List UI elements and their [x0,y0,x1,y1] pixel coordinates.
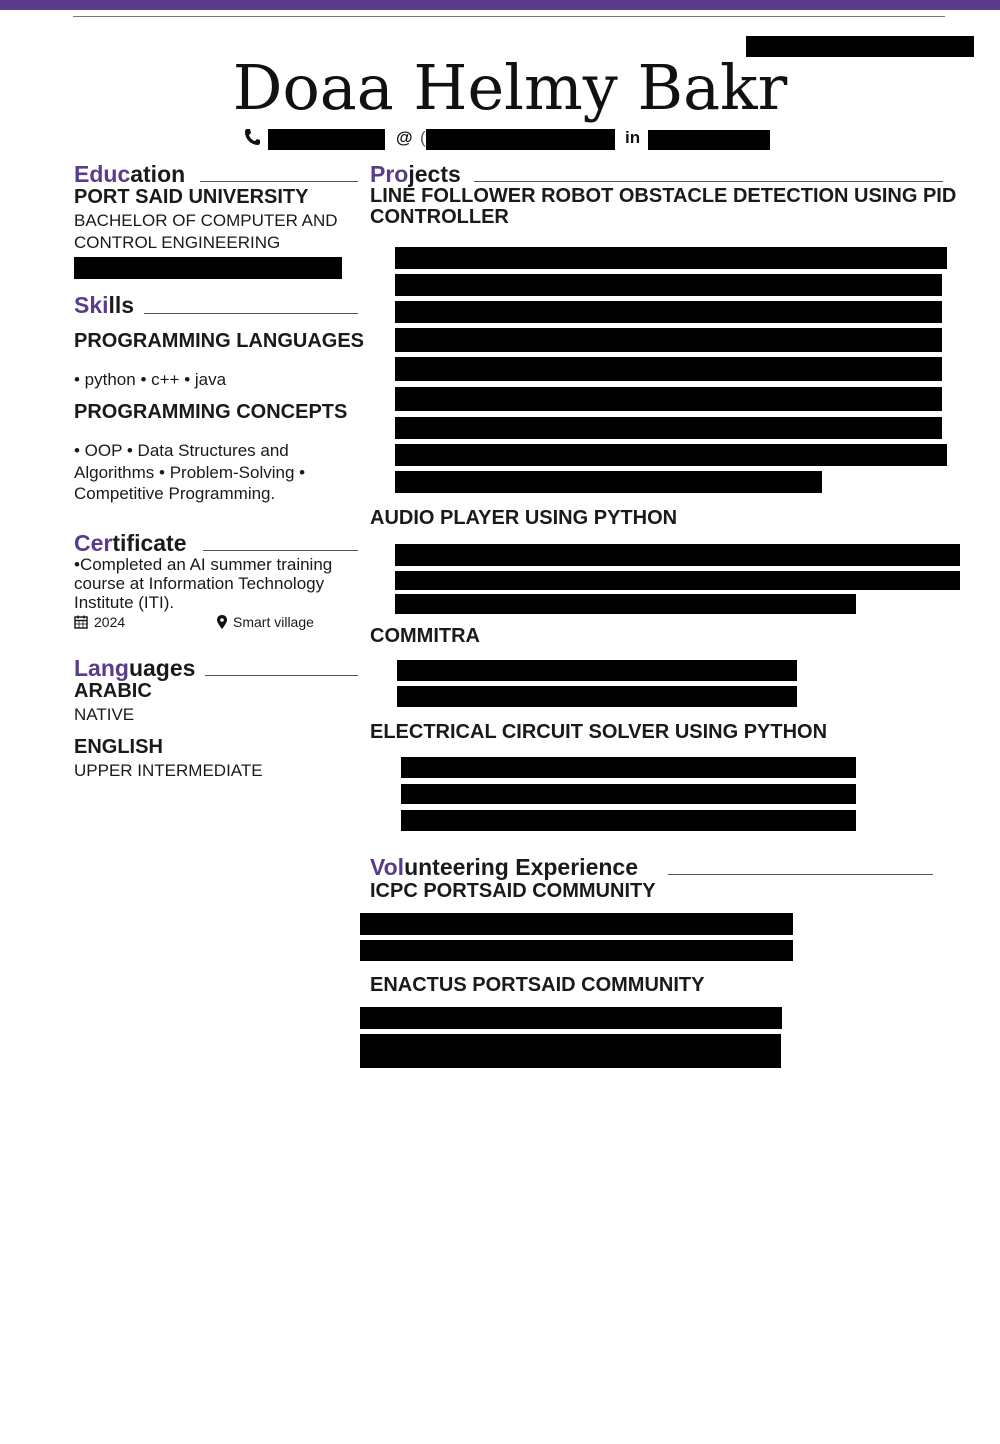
volunteering-title: ICPC PORTSAID COMMUNITY [370,880,656,902]
education-heading [74,161,185,187]
redacted-line [395,274,942,296]
language-name: ARABIC [74,680,152,702]
redacted-email [426,129,615,150]
languages-rule [205,675,358,676]
certificate-year-text: 2024 [94,614,126,630]
language-name: ENGLISH [74,736,163,758]
redacted-line [395,571,960,590]
language-level: UPPER INTERMEDIATE [74,761,263,780]
redacted-line [401,784,856,804]
redacted-line [360,1007,782,1029]
phone-icon-glyph [244,128,260,146]
language-level: NATIVE [74,705,135,724]
redacted-line [395,247,947,269]
projects-rule [474,181,943,182]
redacted-line [360,913,793,935]
certificate-heading-accent: Cer [74,530,113,556]
project-title: COMMITRA [370,625,480,647]
redacted-line [401,810,856,831]
languages-heading-rest: uages [128,655,196,681]
project-title: AUDIO PLAYER USING PYTHON [370,507,678,529]
redacted-line [360,1034,781,1068]
redacted-line [395,444,947,466]
top-divider [73,16,945,17]
education-rule [200,181,358,182]
redacted-education-date [74,257,342,279]
university-name: PORT SAID UNIVERSITY [74,186,309,208]
skills-heading [74,292,134,318]
redacted-line [395,357,942,381]
volunteering-title: ENACTUS PORTSAID COMMUNITY [370,974,705,996]
redacted-line [395,471,822,493]
programming-concepts-list: • OOP • Data Structures and Algorithms • Problem-Solving • Competitive Programming. [74,441,306,503]
redacted-line [397,660,797,681]
calendar-icon [74,615,88,629]
redacted-phone [268,129,385,150]
degree: BACHELOR OF COMPUTER AND CONTROL ENGINEERING [74,211,338,252]
volunteering-heading [370,854,638,880]
programming-concepts-heading: PROGRAMMING CONCEPTS [74,401,348,423]
skills-heading-accent: Ski [74,292,109,318]
redacted-linkedin [648,130,770,150]
at-icon-partial: ( [420,128,426,147]
projects-heading [370,161,461,187]
certificate-rule [203,550,358,551]
phone-icon [244,128,260,151]
map-pin-icon [217,615,227,629]
certificate-heading [74,530,187,556]
at-icon: @ [396,128,413,147]
redacted-line [360,940,793,961]
project-title: ELECTRICAL CIRCUIT SOLVER USING PYTHON [370,721,828,743]
projects-heading-accent: Pro [370,161,409,187]
candidate-name: Doaa Helmy Bakr [232,51,788,124]
certificate-heading-rest: tificate [112,530,187,556]
linkedin-icon: in [625,128,641,147]
redacted-line [397,686,797,707]
languages-heading [74,655,195,681]
volunteering-rule [668,874,933,875]
redacted-line [395,544,960,566]
certificate-description: •Completed an AI summer training course at Information Technology Institute (ITI). [74,555,333,612]
redacted-line [395,387,942,411]
volunteering-heading-accent: Vol [370,854,405,880]
skills-rule [144,313,358,314]
redacted-line [395,417,942,439]
volunteering-heading-rest: unteering Experience [404,854,638,880]
redacted-line [401,757,856,778]
skills-heading-rest: lls [108,292,135,318]
languages-heading-accent: Lang [74,655,129,681]
redacted-line [395,594,856,614]
certificate-year [74,613,125,631]
project-title: LINE FOLLOWER ROBOT OBSTACLE DETECTION USING PID CONTROLLER [370,185,957,228]
education-heading-accent: Educ [74,161,131,187]
redacted-line [395,328,942,352]
projects-heading-rest: jects [408,161,461,187]
programming-languages-heading: PROGRAMMING LANGUAGES [74,330,364,352]
redacted-line [395,301,942,323]
top-accent-bar [0,0,1000,10]
certificate-location-text: Smart village [233,614,314,630]
education-heading-rest: ation [130,161,186,187]
certificate-location [217,613,314,631]
programming-languages-list: • python • c++ • java [74,370,227,389]
